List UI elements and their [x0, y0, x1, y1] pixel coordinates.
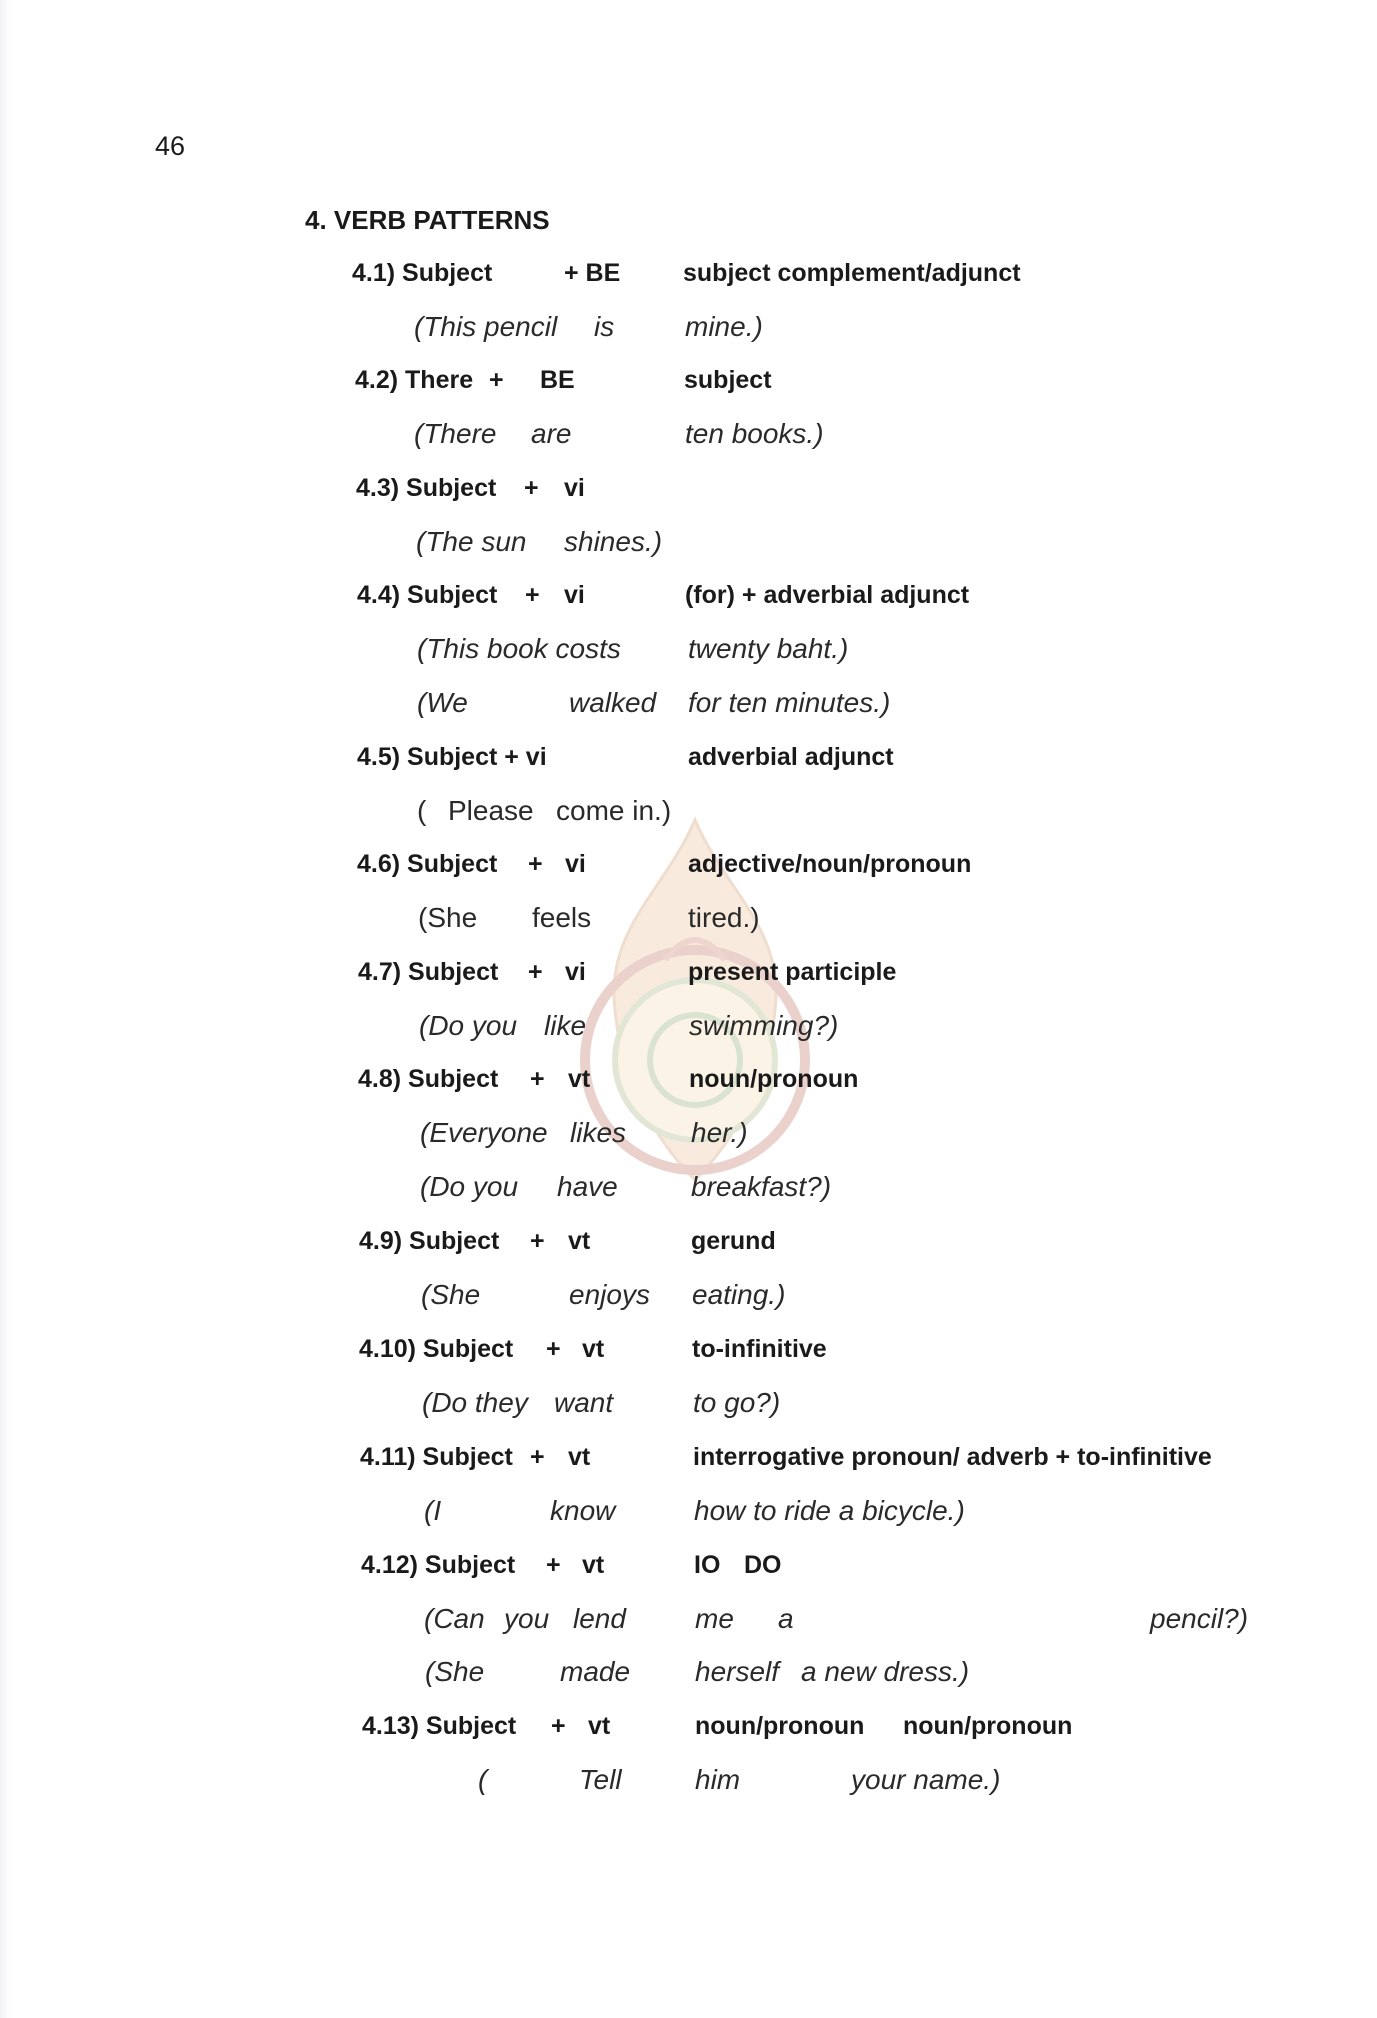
example-cell: herself — [695, 1656, 780, 1687]
pattern-cell: noun/pronoun — [903, 1712, 1073, 1740]
pattern-cell: + — [530, 1443, 545, 1471]
example-cell: tired.) — [688, 902, 760, 933]
example-cell: a — [778, 1603, 794, 1634]
pattern-cell: 4.4) Subject — [357, 581, 498, 609]
example-cell: you — [504, 1603, 550, 1634]
example-cell: lend — [573, 1603, 626, 1634]
example-cell: pencil?) — [1150, 1603, 1249, 1634]
pattern-cell: adverbial adjunct — [688, 743, 894, 771]
example-cell: your name.) — [851, 1764, 1001, 1795]
pattern-cell: 4.3) Subject — [356, 474, 497, 502]
example-cell: ten books.) — [685, 418, 824, 449]
pattern-cell: present participle — [688, 958, 897, 986]
example-cell: know — [550, 1495, 616, 1526]
example-cell: (Do they — [422, 1387, 528, 1418]
example-cell: like — [544, 1010, 587, 1041]
example-cell: how to ride a bicycle.) — [694, 1495, 965, 1526]
example-cell: shines.) — [564, 526, 663, 557]
pattern-cell: 4.8) Subject — [358, 1065, 499, 1093]
pattern-cell: vt — [568, 1443, 591, 1471]
pattern-cell: noun/pronoun — [695, 1712, 865, 1740]
pattern-cell: vi — [565, 850, 586, 878]
pattern-cell: 4.9) Subject — [359, 1227, 500, 1255]
example-cell: enjoys — [569, 1279, 650, 1310]
example-cell: him — [695, 1764, 741, 1795]
pattern-cell: 4.1) Subject — [352, 259, 493, 287]
section-heading: 4. VERB PATTERNS — [305, 205, 550, 235]
example-cell: (Do you — [419, 1010, 518, 1041]
example-cell: (There — [414, 418, 497, 449]
example-cell: (She — [425, 1656, 485, 1687]
example-cell: me — [695, 1603, 734, 1634]
example-cell: (This pencil — [414, 311, 558, 342]
example-cell: Please — [448, 795, 534, 826]
pattern-cell: subject — [684, 366, 772, 394]
pattern-cell: gerund — [691, 1227, 776, 1255]
pattern-cell: noun/pronoun — [689, 1065, 859, 1093]
pattern-cell: vt — [582, 1551, 605, 1579]
pattern-cell: 4.2) There — [355, 366, 474, 394]
example-cell: (Can — [424, 1603, 485, 1634]
example-cell: is — [594, 311, 615, 342]
pattern-cell: + — [528, 958, 543, 986]
example-cell: to go?) — [693, 1387, 781, 1418]
pattern-cell: IO — [694, 1551, 721, 1579]
example-cell: want — [554, 1387, 614, 1418]
pattern-cell: 4.13) Subject — [362, 1712, 517, 1740]
pattern-cell: vt — [588, 1712, 611, 1740]
pattern-cell: BE — [540, 366, 575, 394]
example-cell: (I — [424, 1495, 442, 1526]
example-cell: for ten minutes.) — [688, 687, 891, 718]
example-cell: (She — [421, 1279, 481, 1310]
example-cell: Tell — [579, 1764, 622, 1795]
example-cell: swimming?) — [689, 1010, 839, 1041]
pattern-cell: + BE — [564, 259, 621, 287]
example-cell: (The sun — [416, 526, 527, 557]
pattern-cell: 4.12) Subject — [361, 1551, 516, 1579]
pattern-cell: + — [489, 366, 504, 394]
pattern-cell: + — [546, 1551, 561, 1579]
pattern-cell: 4.5) Subject + vi — [357, 743, 547, 771]
page-edge — [0, 0, 10, 2018]
example-cell: twenty baht.) — [688, 633, 849, 664]
pattern-cell: + — [530, 1065, 545, 1093]
example-cell: come in.) — [556, 795, 672, 826]
pattern-cell: 4.10) Subject — [359, 1335, 514, 1363]
pattern-cell: to-infinitive — [692, 1335, 827, 1363]
pattern-cell: 4.11) Subject — [360, 1443, 513, 1471]
example-cell: are — [531, 418, 572, 449]
example-cell: mine.) — [685, 311, 763, 342]
example-cell: ( — [478, 1764, 488, 1795]
example-cell: (Everyone — [420, 1117, 548, 1148]
example-cell: eating.) — [692, 1279, 786, 1310]
example-cell: feels — [532, 902, 592, 933]
pattern-cell: 4.7) Subject — [358, 958, 499, 986]
example-cell: her.) — [691, 1117, 748, 1148]
pattern-cell: vi — [564, 474, 585, 502]
example-cell: (She — [418, 902, 478, 933]
pattern-cell: vt — [582, 1335, 605, 1363]
pattern-cell: vt — [568, 1227, 591, 1255]
pattern-cell: interrogative pronoun/ adverb + to-infinitive — [693, 1443, 1212, 1471]
pattern-cell: 4.6) Subject — [357, 850, 498, 878]
pattern-cell: + — [546, 1335, 561, 1363]
pattern-cell: + — [525, 581, 540, 609]
pattern-cell: subject complement/adjunct — [683, 259, 1021, 287]
pattern-cell: + — [528, 850, 543, 878]
example-cell: a new dress.) — [801, 1656, 970, 1687]
example-cell: (We — [417, 687, 468, 718]
pattern-cell: + — [524, 474, 539, 502]
example-cell: breakfast?) — [691, 1171, 832, 1202]
example-cell: have — [557, 1171, 618, 1202]
pattern-cell: vt — [568, 1065, 591, 1093]
pattern-cell: DO — [744, 1551, 782, 1579]
example-cell: made — [560, 1656, 631, 1687]
example-cell: ( — [417, 795, 427, 826]
example-cell: likes — [570, 1117, 627, 1148]
page-number: 46 — [155, 131, 186, 161]
pattern-cell: vi — [564, 581, 585, 609]
example-cell: (Do you — [420, 1171, 519, 1202]
pattern-cell: adjective/noun/pronoun — [688, 850, 972, 878]
example-cell: walked — [569, 687, 657, 718]
pattern-cell: vi — [565, 958, 586, 986]
example-cell: (This book costs — [417, 633, 621, 664]
pattern-cell: + — [530, 1227, 545, 1255]
pattern-cell: + — [551, 1712, 566, 1740]
pattern-cell: (for) + adverbial adjunct — [685, 581, 970, 609]
